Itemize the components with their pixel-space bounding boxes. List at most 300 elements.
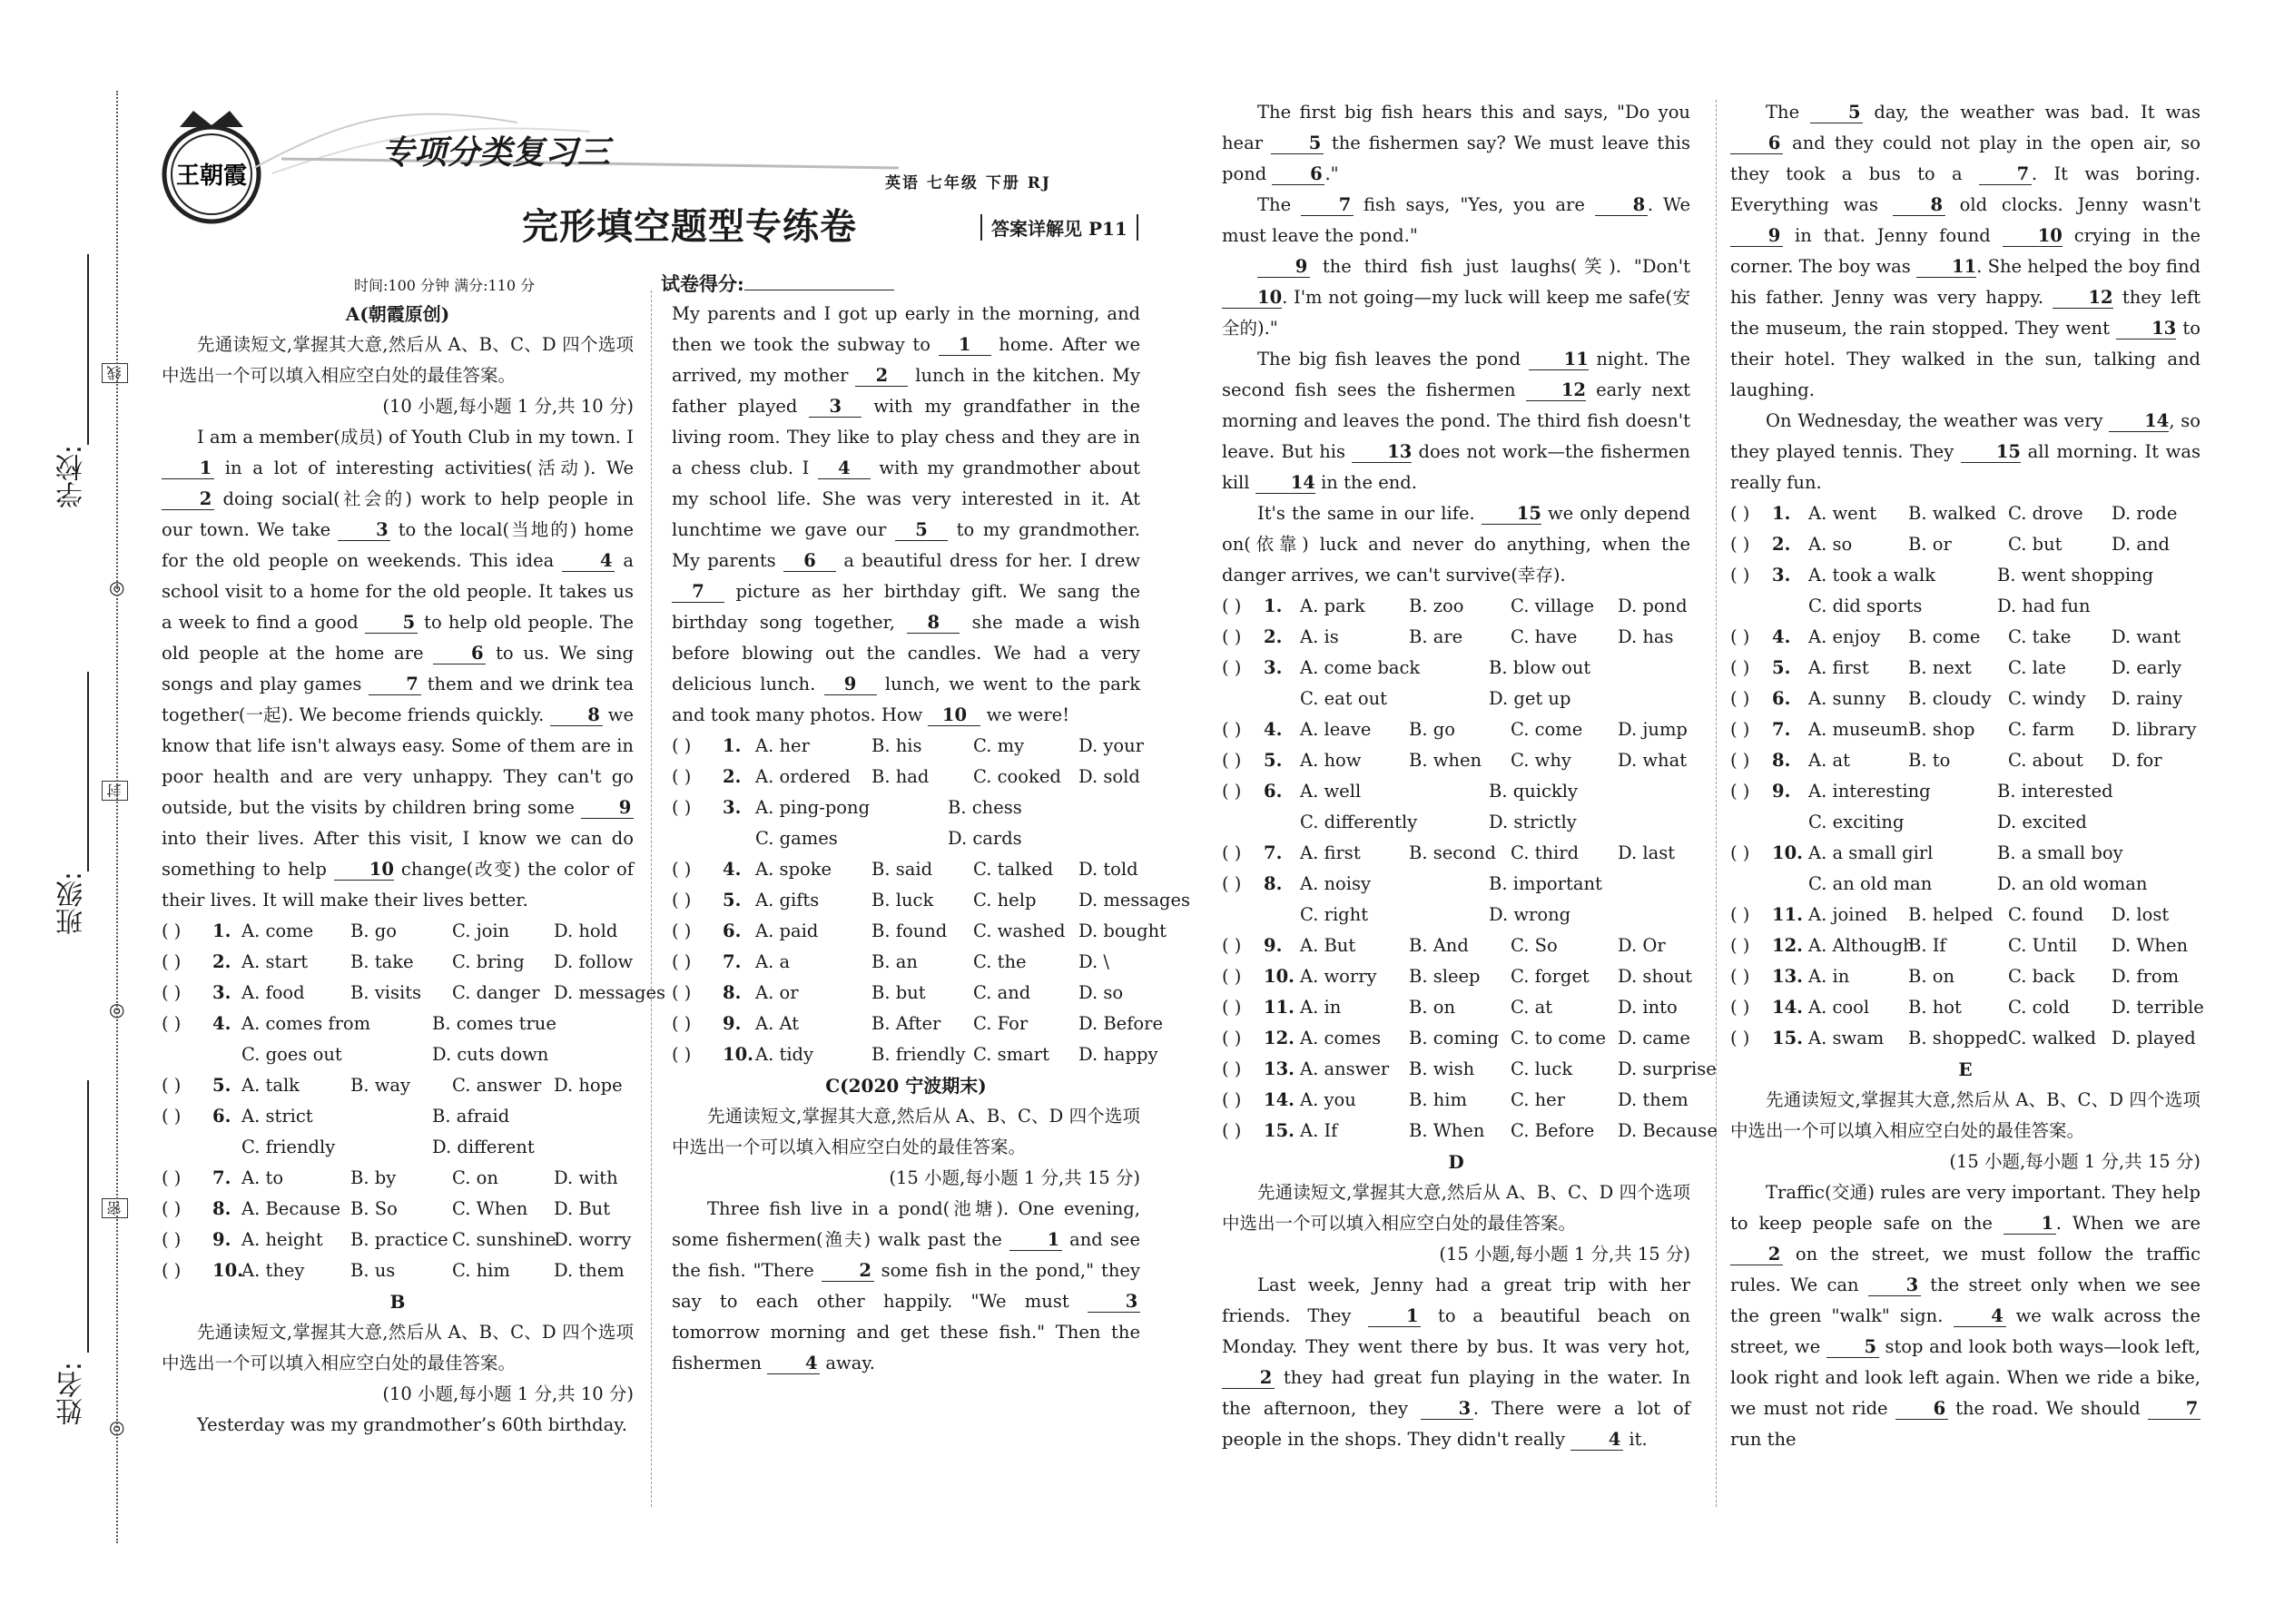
answer-paren[interactable]: ( ) (672, 1013, 692, 1034)
blank-14[interactable]: 14 (2109, 411, 2169, 432)
option-a[interactable]: A. leave (1300, 719, 1372, 740)
option-c[interactable]: C. cold (2008, 997, 2071, 1018)
option-c[interactable]: C. back (2008, 966, 2075, 987)
blank-12[interactable]: 12 (1526, 380, 1586, 401)
option-a[interactable]: A. noisy (1300, 873, 1372, 894)
blank-12[interactable]: 12 (2053, 288, 2112, 309)
answer-paren[interactable]: ( ) (162, 1167, 182, 1188)
blank-7[interactable]: 7 (1979, 164, 2032, 185)
option-a[interactable]: A. start (241, 951, 309, 972)
option-a[interactable]: A. Because (241, 1198, 341, 1219)
option-d[interactable]: D. cards (948, 828, 1022, 849)
answer-paren[interactable]: ( ) (162, 951, 182, 972)
option-b[interactable]: B. helped (1908, 904, 1994, 925)
option-a[interactable]: A. ordered (755, 766, 851, 787)
option-d[interactable]: D. different (432, 1137, 535, 1157)
option-c[interactable]: C. right (1300, 904, 1369, 925)
blank-10[interactable]: 10 (928, 705, 980, 726)
option-d[interactable]: D. \ (1078, 951, 1109, 972)
answer-paren[interactable]: ( ) (1222, 935, 1242, 956)
option-b[interactable]: B. cloudy (1908, 688, 1992, 709)
answer-paren[interactable]: ( ) (1730, 997, 1750, 1018)
option-b[interactable]: B. shopped (1908, 1028, 2009, 1048)
option-b[interactable]: B. afraid (432, 1106, 510, 1127)
answer-paren[interactable]: ( ) (162, 1013, 182, 1034)
option-d[interactable]: D. Or (1618, 935, 1666, 956)
answer-paren[interactable]: ( ) (1730, 904, 1750, 925)
option-c[interactable]: C. third (1511, 842, 1580, 863)
option-c[interactable]: C. have (1511, 626, 1578, 647)
blank-7[interactable]: 7 (2148, 1399, 2200, 1420)
answer-paren[interactable]: ( ) (672, 920, 692, 941)
option-d[interactable]: D. strictly (1489, 812, 1577, 832)
blank-6[interactable]: 6 (1730, 133, 1783, 154)
option-c[interactable]: C. her (1511, 1089, 1566, 1110)
blank-6[interactable]: 6 (1272, 164, 1324, 185)
option-a[interactable]: A. If (1300, 1120, 1338, 1141)
option-c[interactable]: C. help (973, 890, 1037, 910)
answer-paren[interactable]: ( ) (672, 735, 692, 756)
option-d[interactable]: D. cuts down (432, 1044, 549, 1065)
option-b[interactable]: B. us (350, 1260, 396, 1281)
blank-1[interactable]: 1 (1368, 1306, 1421, 1327)
answer-paren[interactable]: ( ) (1730, 565, 1750, 586)
option-b[interactable]: B. If (1908, 935, 1946, 956)
option-d[interactable]: D. library (2112, 719, 2197, 740)
option-b[interactable]: B. are (1409, 626, 1463, 647)
option-a[interactable]: A. paid (755, 920, 819, 941)
option-b[interactable]: B. or (1908, 534, 1952, 555)
option-c[interactable]: C. answer (452, 1075, 542, 1096)
option-c[interactable]: C. did sports (1808, 595, 1923, 616)
option-c[interactable]: C. about (2008, 750, 2083, 771)
answer-paren[interactable]: ( ) (1730, 1028, 1750, 1048)
answer-paren[interactable]: ( ) (672, 797, 692, 818)
blank-6[interactable]: 6 (783, 551, 836, 572)
option-d[interactable]: D. hold (554, 920, 618, 941)
answer-paren[interactable]: ( ) (1222, 1028, 1242, 1048)
option-d[interactable]: D. messages (1078, 890, 1191, 910)
option-a[interactable]: A. swam (1808, 1028, 1885, 1048)
option-c[interactable]: C. village (1511, 595, 1594, 616)
option-b[interactable]: B. visits (350, 982, 422, 1003)
option-c[interactable]: C. friendly (241, 1137, 336, 1157)
option-a[interactable]: A. cool (1808, 997, 1870, 1018)
option-b[interactable]: B. second (1409, 842, 1496, 863)
answer-paren[interactable]: ( ) (1730, 781, 1750, 802)
option-a[interactable]: A. enjoy (1808, 626, 1881, 647)
option-b[interactable]: B. And (1409, 935, 1469, 956)
answer-paren[interactable]: ( ) (1730, 750, 1750, 771)
option-c[interactable]: C. cooked (973, 766, 1061, 787)
option-d[interactable]: D. an old woman (1997, 873, 2148, 894)
option-c[interactable]: C. games (755, 828, 838, 849)
blank-5[interactable]: 5 (365, 613, 418, 634)
blank-6[interactable]: 6 (433, 644, 486, 664)
option-a[interactable]: A. went (1808, 503, 1877, 524)
option-d[interactable]: D. excited (1997, 812, 2087, 832)
option-a[interactable]: A. comes (1300, 1028, 1382, 1048)
answer-paren[interactable]: ( ) (1222, 750, 1242, 771)
answer-paren[interactable]: ( ) (1222, 873, 1242, 894)
option-c[interactable]: C. but (2008, 534, 2063, 555)
blank-8[interactable]: 8 (550, 705, 603, 726)
option-d[interactable]: D. came (1618, 1028, 1690, 1048)
blank-7[interactable]: 7 (672, 582, 724, 603)
answer-paren[interactable]: ( ) (1222, 1058, 1242, 1079)
answer-paren[interactable]: ( ) (1730, 534, 1750, 555)
blank-13[interactable]: 13 (1352, 442, 1412, 463)
option-a[interactable]: A. her (755, 735, 810, 756)
option-c[interactable]: C. smart (973, 1044, 1049, 1065)
option-d[interactable]: D. them (1618, 1089, 1689, 1110)
blank-1[interactable]: 1 (939, 335, 991, 356)
answer-paren[interactable]: ( ) (672, 951, 692, 972)
answer-paren[interactable]: ( ) (162, 1260, 182, 1281)
blank-3[interactable]: 3 (1088, 1292, 1140, 1313)
answer-paren[interactable]: ( ) (1222, 657, 1242, 678)
option-c[interactable]: C. For (973, 1013, 1029, 1034)
blank-9[interactable]: 9 (581, 798, 634, 819)
option-d[interactable]: D. jump (1618, 719, 1688, 740)
blank-5[interactable]: 5 (895, 520, 948, 541)
blank-5[interactable]: 5 (1271, 133, 1324, 154)
answer-paren[interactable]: ( ) (162, 1075, 182, 1096)
option-c[interactable]: C. and (973, 982, 1031, 1003)
blank-10[interactable]: 10 (1222, 288, 1282, 309)
option-a[interactable]: A. well (1300, 781, 1362, 802)
option-c[interactable]: C. to come (1511, 1028, 1607, 1048)
option-b[interactable]: B. zoo (1409, 595, 1464, 616)
option-c[interactable]: C. him (452, 1260, 510, 1281)
option-a[interactable]: A. spoke (755, 859, 832, 880)
option-d[interactable]: D. Before (1078, 1013, 1164, 1034)
option-d[interactable]: D. early (2112, 657, 2182, 678)
option-a[interactable]: A. answer (1300, 1058, 1390, 1079)
option-b[interactable]: B. When (1409, 1120, 1485, 1141)
option-a[interactable]: A. comes from (241, 1013, 371, 1034)
blank-9[interactable]: 9 (824, 674, 877, 695)
option-b[interactable]: B. a small boy (1997, 842, 2123, 863)
blank-9[interactable]: 9 (1730, 226, 1783, 247)
option-b[interactable]: B. shop (1908, 719, 1975, 740)
option-c[interactable]: C. take (2008, 626, 2072, 647)
blank-4[interactable]: 4 (1570, 1430, 1623, 1451)
blank-2[interactable]: 2 (855, 366, 908, 387)
answer-paren[interactable]: ( ) (1730, 966, 1750, 987)
option-b[interactable]: B. friendly (871, 1044, 966, 1065)
blank-10[interactable]: 10 (334, 860, 394, 881)
blank-8[interactable]: 8 (1893, 195, 1945, 216)
option-a[interactable]: A. so (1808, 534, 1853, 555)
option-a[interactable]: A. how (1300, 750, 1362, 771)
option-a[interactable]: A. come (241, 920, 314, 941)
blank-11[interactable]: 11 (1529, 349, 1589, 370)
option-c[interactable]: C. Before (1511, 1120, 1595, 1141)
option-c[interactable]: C. Until (2008, 935, 2077, 956)
option-b[interactable]: B. blow out (1489, 657, 1591, 678)
option-a[interactable]: A. tidy (755, 1044, 814, 1065)
blank-10[interactable]: 10 (2003, 226, 2063, 247)
option-a[interactable]: A. sunny (1808, 688, 1886, 709)
option-b[interactable]: B. had (871, 766, 930, 787)
blank-15[interactable]: 15 (1961, 442, 2021, 463)
option-d[interactable]: D. rode (2112, 503, 2178, 524)
blank-5[interactable]: 5 (1810, 103, 1863, 123)
option-b[interactable]: B. So (350, 1198, 398, 1219)
option-b[interactable]: B. go (1409, 719, 1455, 740)
option-a[interactable]: A. is (1300, 626, 1339, 647)
option-a[interactable]: A. or (755, 982, 799, 1003)
option-a[interactable]: A. come back (1300, 657, 1421, 678)
option-b[interactable]: B. go (350, 920, 397, 941)
option-d[interactable]: D. pond (1618, 595, 1688, 616)
option-d[interactable]: D. told (1078, 859, 1138, 880)
option-c[interactable]: C. luck (1511, 1058, 1573, 1079)
option-d[interactable]: D. shout (1618, 966, 1693, 987)
option-a[interactable]: A. took a walk (1808, 565, 1936, 586)
option-d[interactable]: D. wrong (1489, 904, 1571, 925)
option-b[interactable]: B. interested (1997, 781, 2113, 802)
option-a[interactable]: A. at (1808, 750, 1850, 771)
option-a[interactable]: A. Although (1808, 935, 1915, 956)
blank-13[interactable]: 13 (2116, 319, 2176, 340)
option-c[interactable]: C. When (452, 1198, 528, 1219)
option-c[interactable]: C. windy (2008, 688, 2086, 709)
option-d[interactable]: D. surprise (1618, 1058, 1717, 1079)
answer-paren[interactable]: ( ) (1222, 1089, 1242, 1110)
blank-8[interactable]: 8 (907, 613, 960, 634)
option-c[interactable]: C. bring (452, 951, 525, 972)
answer-paren[interactable]: ( ) (1730, 935, 1750, 956)
blank-7[interactable]: 7 (1301, 195, 1354, 216)
answer-paren[interactable]: ( ) (162, 1229, 182, 1250)
option-c[interactable]: C. the (973, 951, 1027, 972)
option-a[interactable]: A. height (241, 1229, 323, 1250)
option-d[interactable]: D. with (554, 1167, 618, 1188)
answer-paren[interactable]: ( ) (162, 1198, 182, 1219)
option-c[interactable]: C. So (1511, 935, 1558, 956)
blank-8[interactable]: 8 (1595, 195, 1648, 216)
option-a[interactable]: A. interesting (1808, 781, 1931, 802)
blank-1[interactable]: 1 (1009, 1230, 1062, 1251)
answer-paren[interactable]: ( ) (1730, 626, 1750, 647)
option-a[interactable]: A. gifts (755, 890, 820, 910)
option-b[interactable]: B. when (1409, 750, 1482, 771)
option-b[interactable]: B. take (350, 951, 414, 972)
option-b[interactable]: B. found (871, 920, 948, 941)
option-a[interactable]: A. in (1300, 997, 1342, 1018)
option-a[interactable]: A. museum (1808, 719, 1909, 740)
option-d[interactable]: D. so (1078, 982, 1124, 1003)
answer-paren[interactable]: ( ) (1222, 842, 1242, 863)
answer-paren[interactable]: ( ) (672, 982, 692, 1003)
option-a[interactable]: A. first (1300, 842, 1361, 863)
option-b[interactable]: B. luck (871, 890, 934, 910)
option-a[interactable]: A. ping-pong (755, 797, 871, 818)
option-a[interactable]: A. talk (241, 1075, 300, 1096)
option-d[interactable]: D. has (1618, 626, 1674, 647)
option-c[interactable]: C. danger (452, 982, 540, 1003)
option-a[interactable]: A. first (1808, 657, 1869, 678)
option-c[interactable]: C. late (2008, 657, 2066, 678)
option-c[interactable]: C. walked (2008, 1028, 2097, 1048)
option-d[interactable]: D. sold (1078, 766, 1140, 787)
blank-15[interactable]: 15 (1482, 504, 1541, 525)
option-c[interactable]: C. found (2008, 904, 2084, 925)
option-b[interactable]: B. on (1908, 966, 1955, 987)
option-d[interactable]: D. worry (554, 1229, 632, 1250)
option-d[interactable]: D. lost (2112, 904, 2170, 925)
option-a[interactable]: A. a small girl (1808, 842, 1934, 863)
option-b[interactable]: B. next (1908, 657, 1972, 678)
option-c[interactable]: C. my (973, 735, 1025, 756)
answer-paren[interactable]: ( ) (672, 766, 692, 787)
option-c[interactable]: C. at (1511, 997, 1553, 1018)
option-b[interactable]: B. quickly (1489, 781, 1578, 802)
option-d[interactable]: D. Because (1618, 1120, 1718, 1141)
blank-1[interactable]: 1 (2004, 1214, 2056, 1235)
option-b[interactable]: B. hot (1908, 997, 1962, 1018)
option-c[interactable]: C. differently (1300, 812, 1418, 832)
option-d[interactable]: D. had fun (1997, 595, 2091, 616)
option-c[interactable]: C. eat out (1300, 688, 1387, 709)
option-d[interactable]: D. follow (554, 951, 634, 972)
blank-14[interactable]: 14 (1255, 473, 1315, 494)
blank-11[interactable]: 11 (1916, 257, 1976, 278)
option-d[interactable]: D. hope (554, 1075, 623, 1096)
answer-paren[interactable]: ( ) (1730, 842, 1750, 863)
answer-paren[interactable]: ( ) (672, 890, 692, 910)
option-a[interactable]: A. to (241, 1167, 284, 1188)
blank-2[interactable]: 2 (1730, 1245, 1783, 1265)
blank-4[interactable]: 4 (1954, 1306, 2006, 1327)
option-a[interactable]: A. they (241, 1260, 305, 1281)
option-d[interactable]: D. get up (1489, 688, 1571, 709)
option-a[interactable]: A. food (241, 982, 305, 1003)
option-c[interactable]: C. on (452, 1167, 498, 1188)
option-d[interactable]: D. your (1078, 735, 1144, 756)
option-b[interactable]: B. practice (350, 1229, 448, 1250)
option-b[interactable]: B. by (350, 1167, 397, 1188)
option-c[interactable]: C. sunshine (452, 1229, 556, 1250)
option-c[interactable]: C. talked (973, 859, 1054, 880)
option-c[interactable]: C. forget (1511, 966, 1590, 987)
answer-paren[interactable]: ( ) (162, 982, 182, 1003)
blank-2[interactable]: 2 (1222, 1368, 1275, 1389)
answer-paren[interactable]: ( ) (1222, 626, 1242, 647)
blank-1[interactable]: 1 (162, 458, 214, 479)
option-d[interactable]: D. and (2112, 534, 2171, 555)
answer-paren[interactable]: ( ) (1730, 688, 1750, 709)
option-b[interactable]: B. way (350, 1075, 411, 1096)
blank-4[interactable]: 4 (818, 458, 871, 479)
option-b[interactable]: B. him (1409, 1089, 1468, 1110)
option-b[interactable]: B. come (1908, 626, 1981, 647)
option-c[interactable]: C. come (1511, 719, 1583, 740)
option-a[interactable]: A. strict (241, 1106, 313, 1127)
option-c[interactable]: C. an old man (1808, 873, 1933, 894)
answer-paren[interactable]: ( ) (1222, 595, 1242, 616)
blank-3[interactable]: 3 (1868, 1275, 1921, 1296)
option-b[interactable]: B. comes true (432, 1013, 556, 1034)
option-a[interactable]: A. worry (1300, 966, 1377, 987)
option-b[interactable]: B. went shopping (1997, 565, 2154, 586)
answer-paren[interactable]: ( ) (1222, 719, 1242, 740)
option-d[interactable]: D. last (1618, 842, 1676, 863)
option-d[interactable]: D. But (554, 1198, 611, 1219)
option-a[interactable]: A. But (1300, 935, 1356, 956)
option-b[interactable]: B. but (871, 982, 926, 1003)
option-d[interactable]: D. rainy (2112, 688, 2183, 709)
option-d[interactable]: D. messages (554, 982, 666, 1003)
answer-paren[interactable]: ( ) (1222, 781, 1242, 802)
answer-paren[interactable]: ( ) (672, 1044, 692, 1065)
option-b[interactable]: B. on (1409, 997, 1456, 1018)
option-b[interactable]: B. walked (1908, 503, 1997, 524)
option-b[interactable]: B. sleep (1409, 966, 1481, 987)
option-d[interactable]: D. into (1618, 997, 1678, 1018)
blank-2[interactable]: 2 (822, 1261, 874, 1282)
option-c[interactable]: C. exciting (1808, 812, 1905, 832)
option-d[interactable]: D. want (2112, 626, 2181, 647)
answer-paren[interactable]: ( ) (1222, 1120, 1242, 1141)
answer-paren[interactable]: ( ) (1730, 503, 1750, 524)
blank-3[interactable]: 3 (1421, 1399, 1473, 1420)
option-d[interactable]: D. happy (1078, 1044, 1158, 1065)
option-b[interactable]: B. wish (1409, 1058, 1475, 1079)
option-c[interactable]: C. goes out (241, 1044, 342, 1065)
option-a[interactable]: A. a (755, 951, 791, 972)
answer-paren[interactable]: ( ) (672, 859, 692, 880)
blank-6[interactable]: 6 (1895, 1399, 1948, 1420)
option-a[interactable]: A. in (1808, 966, 1850, 987)
option-d[interactable]: D. for (2112, 750, 2162, 771)
option-b[interactable]: B. an (871, 951, 918, 972)
option-c[interactable]: C. why (1511, 750, 1571, 771)
answer-paren[interactable]: ( ) (1222, 997, 1242, 1018)
option-b[interactable]: B. said (871, 859, 933, 880)
option-d[interactable]: D. from (2112, 966, 2180, 987)
blank-5[interactable]: 5 (1826, 1337, 1879, 1358)
answer-paren[interactable]: ( ) (1730, 719, 1750, 740)
option-a[interactable]: A. park (1300, 595, 1365, 616)
option-c[interactable]: C. drove (2008, 503, 2083, 524)
option-c[interactable]: C. farm (2008, 719, 2075, 740)
option-a[interactable]: A. At (755, 1013, 800, 1034)
option-b[interactable]: B. to (1908, 750, 1951, 771)
option-b[interactable]: B. After (871, 1013, 941, 1034)
answer-paren[interactable]: ( ) (1730, 657, 1750, 678)
answer-paren[interactable]: ( ) (1222, 966, 1242, 987)
option-b[interactable]: B. important (1489, 873, 1602, 894)
option-c[interactable]: C. join (452, 920, 510, 941)
blank-7[interactable]: 7 (369, 674, 421, 695)
blank-4[interactable]: 4 (562, 551, 615, 572)
option-b[interactable]: B. chess (948, 797, 1022, 818)
option-d[interactable]: D. When (2112, 935, 2189, 956)
answer-paren[interactable]: ( ) (162, 920, 182, 941)
option-d[interactable]: D. terrible (2112, 997, 2204, 1018)
option-d[interactable]: D. what (1618, 750, 1688, 771)
blank-9[interactable]: 9 (1257, 257, 1310, 278)
blank-3[interactable]: 3 (809, 397, 861, 418)
option-a[interactable]: A. joined (1808, 904, 1888, 925)
blank-3[interactable]: 3 (338, 520, 390, 541)
option-d[interactable]: D. played (2112, 1028, 2196, 1048)
option-d[interactable]: D. bought (1078, 920, 1167, 941)
option-b[interactable]: B. his (871, 735, 922, 756)
